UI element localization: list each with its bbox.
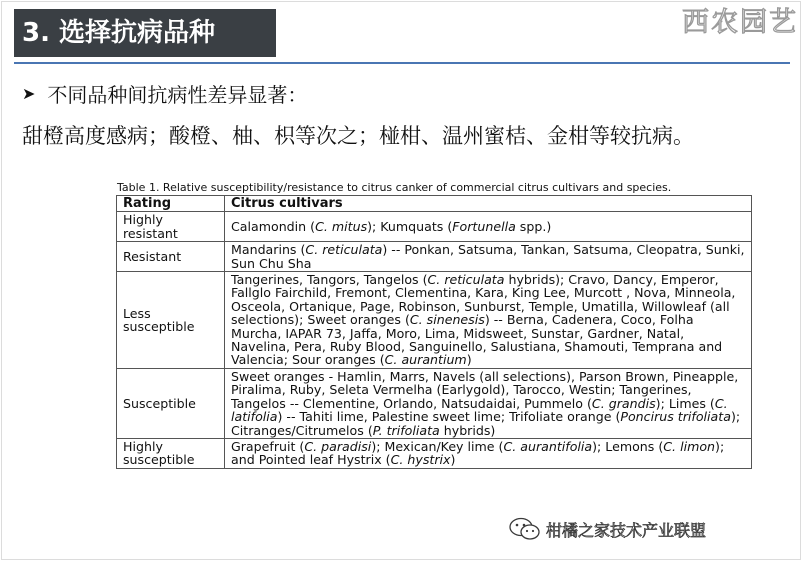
cultivar-text: )	[450, 452, 456, 468]
watermark-bottom-text: 柑橘之家技术产业联盟	[546, 520, 707, 540]
susceptibility-table	[116, 195, 752, 469]
species-name: C. paradisi	[304, 438, 372, 454]
bullet-text: 不同品种间抗病性差异显著：	[47, 83, 308, 107]
species-name: Fortunella	[452, 219, 516, 235]
cultivars-cell	[225, 242, 752, 272]
header-rating: Rating	[117, 196, 225, 212]
species-name: C. reticulata	[427, 272, 505, 288]
rating-cell: Susceptible	[117, 368, 225, 438]
rating-cell: Resistant	[117, 242, 225, 272]
cultivar-text: ); and Pointed leaf Hystrix (	[231, 438, 725, 468]
slide-title: 3. 选择抗病品种	[14, 9, 276, 57]
cultivar-text: ); Lemons (	[592, 438, 664, 454]
table-body	[117, 212, 752, 468]
rating-cell: Less susceptible	[117, 272, 225, 369]
species-name: C. grandis	[591, 395, 656, 411]
body-text: 甜橙高度感病；酸橙、柚、枳等次之；椪柑、温州蜜桔、金柑等较抗病。	[22, 124, 694, 148]
table-header-row	[117, 196, 752, 212]
table-row	[117, 438, 752, 468]
species-name: C. aurantifolia	[503, 438, 593, 454]
arrow-bullet-icon: ➤	[22, 84, 36, 103]
species-name: C. mitus	[315, 219, 368, 235]
table-row	[117, 272, 752, 369]
cultivar-text: ) -- Berna, Cadenera, Coco, Folha Murcha, IAPAR 73, Jaffa, Moro, Lima, Midsweet, Sunstar, Gardner, Natal, Navelina, Pera, Ruby Blood, Sanguinello, Salustiana, Shamouti, Temprana and Valencia; Sour oranges (	[231, 312, 723, 368]
cultivars-cell	[225, 368, 752, 438]
cultivar-text: ) -- Ponkan, Satsuma, Tankan, Satsuma, Cleopatra, Sunki, Sun Chu Sha	[231, 242, 745, 271]
header-cultivars: Citrus cultivars	[225, 196, 752, 212]
cultivar-text: hybrids); Cravo, Dancy, Emperor, Fallglo Fairchild, Fremont, Clementina, Kara, King Lee, Murcott , Nova, Minneola, Osceola, Ortanique, Page, Robinson, Sunburst, Temple, Umatilla, Willowleaf (all selections); Sweet oranges (	[231, 272, 736, 328]
cultivar-text: Tangerines, Tangors, Tangelos (	[231, 272, 428, 288]
cultivar-text: ); Mexican/Key lime (	[371, 438, 504, 454]
species-name: C. latifolia	[231, 395, 728, 425]
species-name: C. reticulata	[305, 242, 383, 258]
rating-cell: Highly susceptible	[117, 438, 225, 468]
rating-cell: Highly resistant	[117, 212, 225, 242]
cultivar-text: hybrids)	[439, 422, 496, 438]
cultivars-cell	[225, 272, 752, 369]
wechat-icon	[508, 517, 542, 541]
cultivar-text: )	[466, 352, 472, 368]
cultivar-text: Calamondin (	[231, 219, 316, 235]
species-name: C. limon	[663, 438, 716, 454]
table-row	[117, 368, 752, 438]
watermark-bottom	[508, 517, 706, 541]
cultivar-text: ) -- Tahiti lime, Palestine sweet lime; Trifoliate orange (	[277, 409, 621, 425]
species-name: Poncirus trifoliata	[620, 409, 731, 425]
canker-table-figure	[113, 177, 753, 555]
table-row	[117, 212, 752, 242]
cultivar-text: ); Citranges/Citrumelos (	[231, 409, 741, 438]
species-name: C. aurantium	[384, 352, 467, 368]
species-name: C. hystrix	[390, 452, 451, 468]
bullet-row	[22, 79, 307, 108]
species-name: P. trifoliata	[372, 422, 440, 438]
cultivar-text: Grapefruit (	[231, 438, 305, 454]
cultivars-cell	[225, 438, 752, 468]
cultivar-text: Mandarins (	[231, 242, 306, 258]
cultivar-text: Sweet oranges - Hamlin, Marrs, Navels (all selections), Parson Brown, Pineapple, Piralima, Ruby, Seleta Vermelha (Earlygold), Tarocco, Westin; Tangerines, Tangelos -- Clementine, Orlando, Natsudaidai, Pummelo (	[231, 368, 739, 411]
watermark-top: 西农园艺	[682, 7, 798, 38]
cultivar-text: ); Kumquats (	[367, 219, 453, 235]
table-caption: Table 1. Relative susceptibility/resistance to citrus canker of commercial citrus cultivars and species.	[117, 181, 672, 194]
table-row	[117, 242, 752, 272]
cultivar-text: ); Limes (	[655, 395, 715, 411]
cultivar-text: spp.)	[515, 219, 552, 235]
title-underline	[14, 62, 790, 64]
species-name: C. sinenesis	[409, 312, 485, 328]
cultivars-cell	[225, 212, 752, 242]
